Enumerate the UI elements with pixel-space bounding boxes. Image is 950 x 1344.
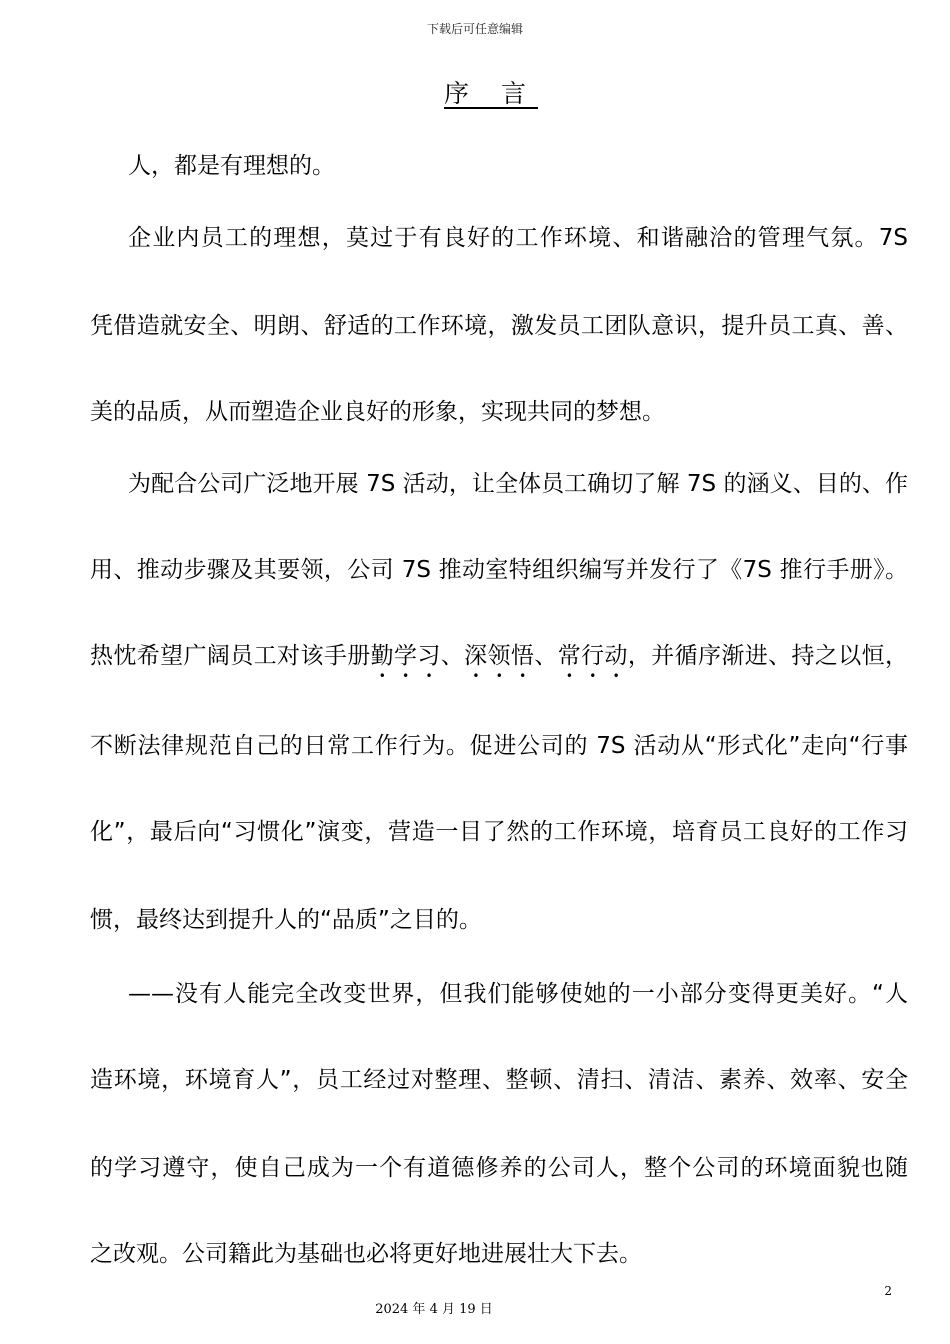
line-text: ，并循序渐进、持之以恒， bbox=[627, 643, 909, 669]
emphasis-text: 深领悟 bbox=[464, 643, 535, 669]
paragraph-line: 化”，最后向“习惯化”演变，营造一目了然的工作环境，培育员工良好的工作习 bbox=[90, 819, 908, 845]
paragraph-line: 不断法律规范自己的日常工作行为。促进公司的 7S 活动从“形式化”走向“行事 bbox=[90, 733, 908, 759]
paragraph-line: 之改观。公司籍此为基础也必将更好地进展壮大下去。 bbox=[90, 1241, 642, 1267]
line-text: 、 bbox=[440, 643, 465, 669]
page-number: 2 bbox=[884, 1284, 892, 1298]
paragraph-line: 惯，最终达到提升人的“品质”之目的。 bbox=[90, 907, 482, 933]
paragraph-line: 美的品质，从而塑造企业良好的形象，实现共同的梦想。 bbox=[90, 399, 665, 425]
paragraph-line: 人，都是有理想的。 bbox=[128, 153, 335, 179]
line-text: 、 bbox=[534, 643, 558, 669]
paragraph-line: ——没有人能完全改变世界，但我们能够使她的一小部分变得更美好。“人 bbox=[128, 981, 908, 1007]
paragraph-line: 造环境，环境育人”，员工经过对整理、整顿、清扫、清洁、素养、效率、安全 bbox=[90, 1067, 908, 1093]
page-footer-date: 2024 年 4 月 19 日 bbox=[375, 1302, 493, 1317]
paragraph-line: 为配合公司广泛地开展 7S 活动，让全体员工确切了解 7S 的涵义、目的、作 bbox=[128, 471, 908, 497]
emphasis-text: 勤学习 bbox=[370, 643, 441, 669]
line-text: 热忱希望广阔员工对该手册 bbox=[90, 643, 371, 669]
paragraph-line: 凭借造就安全、明朗、舒适的工作环境，激发员工团队意识，提升员工真、善、 bbox=[90, 313, 908, 339]
paragraph-line: 用、推动步骤及其要领，公司 7S 推动室特组织编写并发行了《7S 推行手册》。 bbox=[90, 557, 908, 583]
paragraph-line-emphasis bbox=[90, 640, 908, 683]
emphasis-text: 常行动 bbox=[557, 643, 628, 669]
paragraph-line: 的学习遵守，使自己成为一个有道德修养的公司人，整个公司的环境面貌也随 bbox=[90, 1155, 908, 1181]
paragraph-line: 企业内员工的理想，莫过于有良好的工作环境、和谐融洽的管理气氛。7S bbox=[128, 225, 908, 251]
document-title: 序 言 bbox=[444, 79, 538, 108]
page-header-note: 下载后可任意编辑 bbox=[426, 22, 523, 36]
